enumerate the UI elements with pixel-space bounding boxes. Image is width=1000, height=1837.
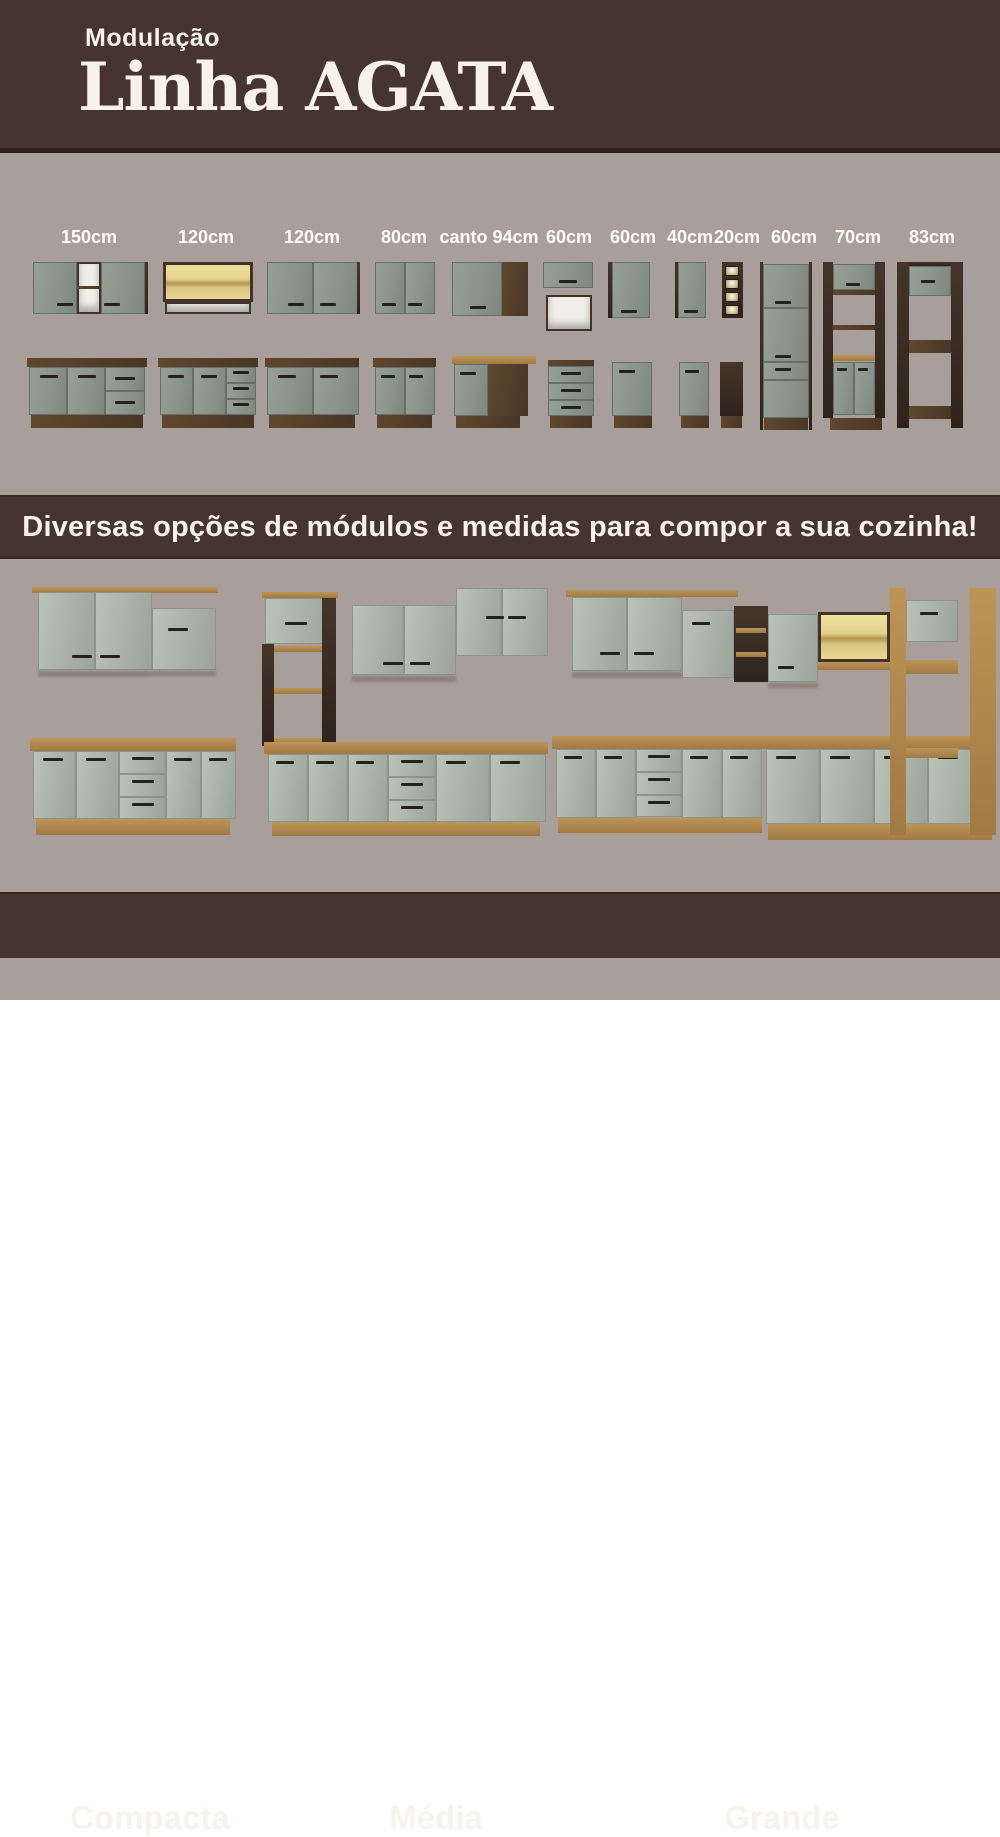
cabinet-handle [938,756,958,759]
cabinet-handle [858,368,868,371]
cabinet-door [548,366,594,383]
cabinet-door [160,367,193,415]
wood-countertop [558,818,762,833]
cabinet-door [906,600,958,642]
cabinet-door [67,367,105,415]
cabinet-handle [57,303,73,306]
glass-led-door [163,262,253,302]
cabinet-door [95,592,152,670]
cabinet-door [928,749,982,824]
cabinet-handle [209,758,227,761]
lighted-shelf-slot [725,292,739,302]
cabinet-handle [408,303,422,306]
wood-countertop [272,822,540,836]
cabinet-door [548,383,594,400]
cabinet-handle [401,806,423,809]
cabinet-door [152,608,216,670]
wood-countertop [274,688,322,694]
wood-countertop [906,748,958,758]
wood-panel [764,418,808,430]
wood-panel [550,416,592,428]
cabinet-door [833,264,875,290]
cabinet-door [388,754,436,777]
cabinet-shadow [572,672,682,678]
wood-panel [721,416,742,428]
open-niche [165,302,251,314]
cabinet-handle [648,801,670,804]
cabinet-handle [500,761,520,764]
cabinet-handle [685,370,699,373]
wood-panel [27,358,147,367]
cabinet-handle [470,306,486,309]
cabinet-door [101,262,145,314]
module-size-label: 70cm [834,227,882,247]
cabinet-door [348,754,388,822]
cabinet-handle [72,655,92,658]
wood-panel [456,416,520,428]
wood-countertop [30,738,236,751]
cabinet-handle [561,389,581,392]
cabinet-door [452,262,502,316]
cabinet-handle [233,403,249,406]
cabinet-handle [316,761,334,764]
dark-frame [897,262,963,266]
cabinet-handle [100,655,120,658]
cabinet-handle [775,301,791,304]
header-title: Linha AGATA [78,48,553,126]
wood-panel [502,262,528,316]
lighted-shelf-slot [725,279,739,289]
cabinet-door [766,749,820,824]
cabinet-door [454,364,488,416]
header-kicker: Modulação [85,24,221,52]
cabinet-handle [692,622,710,625]
dark-frame [262,644,274,746]
lighted-shelf-slot [725,305,739,315]
module-size-label: 60cm [545,227,593,247]
cabinet-door [105,391,145,415]
wood-panel [269,415,355,428]
cabinet-door [763,380,809,418]
dark-frame [951,262,963,428]
cabinet-door [627,597,682,671]
cabinet-door [265,598,335,644]
cabinet-door [682,749,722,818]
module-size-label: 150cm [60,227,118,247]
module-size-label: 120cm [283,227,341,247]
cabinet-door [636,772,682,795]
cabinet-door [388,777,436,800]
cabinet-door [763,362,809,380]
cabinet-handle [381,375,395,378]
cabinet-handle [201,375,217,378]
cabinet-handle [561,406,581,409]
module-size-label: 120cm [177,227,235,247]
dark-frame [722,262,743,318]
module-size-label: 60cm [770,227,818,247]
dark-frame [357,262,360,314]
module-size-label: 40cm [666,227,714,247]
header-band [0,0,1000,153]
cabinet-handle [621,310,637,313]
cabinet-door [612,262,650,318]
wood-countertop [762,736,996,749]
cabinet-handle [276,761,294,764]
cabinet-handle [460,372,476,375]
cabinet-door [854,362,875,415]
cabinet-door [105,367,145,391]
cabinet-handle [104,303,120,306]
dark-frame [734,606,768,682]
wood-panel [833,325,875,330]
cabinet-handle [278,375,296,378]
cabinet-door [722,749,762,818]
cabinet-door [636,749,682,772]
cabinet-handle [884,756,904,759]
cabinet-handle [830,756,850,759]
dark-frame [760,262,763,430]
wood-countertop [262,592,338,598]
cabinet-handle [775,368,791,371]
cabinet-door [678,262,706,318]
cabinet-handle [356,761,374,764]
cabinet-door [833,362,854,415]
cabinet-door [267,367,313,415]
cabinet-handle [508,616,526,619]
module-size-label: 60cm [609,227,657,247]
dark-frame [897,262,909,428]
dark-frame [809,262,812,430]
wood-countertop [768,824,992,840]
cabinet-door [226,367,256,383]
cabinet-handle [648,755,670,758]
cabinet-handle [920,612,938,615]
dark-frame [823,262,833,418]
cabinet-handle [78,375,96,378]
wood-panel [833,290,875,295]
cabinet-handle [43,758,63,761]
cabinet-handle [564,756,582,759]
cabinet-shadow [38,671,152,677]
cabinet-door [267,262,313,314]
wood-countertop [906,660,958,674]
cabinet-handle [168,628,188,631]
cabinet-door [268,754,308,822]
wood-panel [909,340,951,353]
promo-banner [0,495,1000,559]
wood-countertop [36,819,230,835]
wood-countertop [264,742,548,754]
cabinet-door [119,797,166,819]
cabinet-door [29,367,67,415]
cabinet-door [33,262,77,314]
wood-panel [265,358,359,367]
cabinet-shadow [152,671,216,676]
wood-panel [614,416,652,428]
footer-band [0,892,1000,1836]
cabinet-handle [382,303,396,306]
cabinet-handle [132,803,154,806]
cabinet-door [375,367,405,415]
cabinet-door [436,754,490,822]
cabinet-door [596,749,636,818]
module-size-label: 83cm [908,227,956,247]
cabinet-handle [132,757,154,760]
cabinet-handle [559,280,577,283]
wood-panel [77,286,101,289]
wood-panel [373,358,436,367]
cabinet-handle [174,758,192,761]
cabinet-handle [410,662,430,665]
cabinet-handle [776,756,796,759]
cabinet-door [38,592,95,670]
cabinet-door [548,400,594,416]
cabinet-door [119,751,166,774]
wood-panel [909,406,951,419]
wood-countertop [970,588,996,835]
cabinet-handle [619,370,635,373]
cabinet-handle [409,375,423,378]
dark-frame [675,262,678,318]
cabinet-handle [285,622,307,625]
cabinet-door [490,754,546,822]
cabinet-door [308,754,348,822]
wood-panel [377,415,432,428]
wood-panel [162,415,254,428]
cabinet-door [76,751,119,819]
wood-countertop [566,590,738,597]
wood-panel [488,364,528,416]
cabinet-door [33,751,76,819]
cabinet-handle [837,368,847,371]
cabinet-door [313,262,359,314]
cabinet-handle [446,761,466,764]
cabinet-door [874,749,928,824]
cabinet-door [768,614,818,682]
cabinet-door [388,800,436,822]
wood-countertop [833,355,875,361]
cabinet-door [543,262,593,288]
wood-countertop [890,588,906,835]
cabinet-door [404,605,456,675]
cabinet-door [556,749,596,818]
dark-frame [608,262,612,318]
cabinet-handle [921,280,935,283]
cabinet-handle [600,652,620,655]
wood-panel [31,415,143,428]
cabinet-handle [233,371,249,374]
module-size-label: canto 94cm [439,227,539,247]
cabinet-handle [690,756,708,759]
wood-panel [548,360,594,366]
cabinet-door [201,751,236,819]
module-size-label: 20cm [713,227,761,247]
wood-countertop [32,587,218,593]
open-niche [546,295,592,331]
cabinet-handle [383,662,403,665]
cabinet-handle [846,283,860,286]
wood-panel [681,416,709,428]
wood-panel [830,418,882,430]
cabinet-handle [115,401,135,404]
cabinet-door [405,367,435,415]
cabinet-handle [401,783,423,786]
cabinet-shadow [768,683,818,688]
wood-countertop [452,356,536,364]
dark-frame [720,362,743,416]
cabinet-door [313,367,359,415]
footer-label-grande: Grande [724,1799,840,1836]
dark-frame [875,262,885,418]
wood-countertop [818,662,890,670]
wood-countertop [736,628,766,633]
wood-countertop [274,738,322,744]
cabinet-door [226,399,256,415]
cabinet-handle [40,375,58,378]
cabinet-door [226,383,256,399]
module-size-label: 80cm [380,227,428,247]
cabinet-handle [320,303,336,306]
cabinet-handle [778,666,794,669]
glass-led-door [818,612,890,662]
cabinet-handle [401,760,423,763]
cabinet-handle [86,758,106,761]
cabinet-handle [604,756,622,759]
cabinet-handle [132,780,154,783]
dark-frame [145,262,148,314]
cabinet-handle [320,375,338,378]
dark-frame [322,598,336,746]
cabinet-door [909,266,951,296]
cabinet-door [572,597,627,671]
wood-countertop [274,646,322,652]
cabinet-door [405,262,435,314]
cabinet-handle [168,375,184,378]
cabinet-door [456,588,502,656]
cabinet-handle [288,303,304,306]
cabinet-handle [486,616,504,619]
cabinet-door [679,362,709,416]
cabinet-door [166,751,201,819]
cabinet-door [820,749,874,824]
cabinet-handle [648,778,670,781]
promo-banner-text: Diversas opções de módulos e medidas para compor a sua cozinha! [22,510,978,543]
cabinet-handle [775,355,791,358]
cabinet-handle [730,756,748,759]
wood-countertop [552,736,766,749]
cabinet-handle [115,377,135,380]
cabinet-handle [684,310,698,313]
cabinet-door [763,264,809,308]
cabinet-door [193,367,226,415]
cabinet-door [682,610,734,678]
cabinet-door [612,362,652,416]
cabinet-door [352,605,404,675]
lighted-shelf-slot [725,266,739,276]
cabinet-shadow [352,676,456,682]
footer-label-compacta: Compacta [70,1799,230,1836]
cabinet-door [636,795,682,817]
open-niche [77,262,101,314]
cabinet-door [763,308,809,362]
cabinet-handle [561,372,581,375]
wood-countertop [736,652,766,657]
cabinet-door [119,774,166,797]
cabinet-door [375,262,405,314]
cabinet-door [502,588,548,656]
footer-label-media: Média [389,1799,483,1836]
cabinet-handle [634,652,654,655]
wood-panel [158,358,258,367]
cabinet-handle [233,387,249,390]
